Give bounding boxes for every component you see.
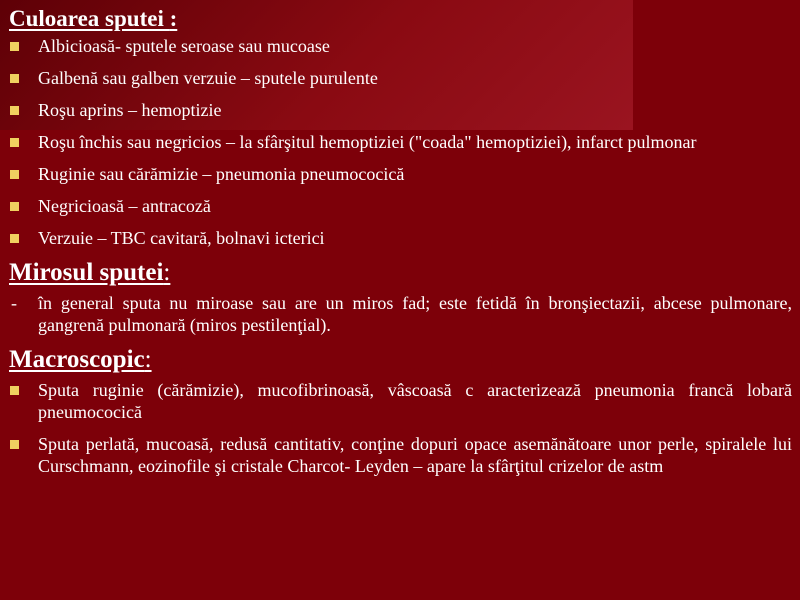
- list-item: [9, 67, 792, 89]
- list-macroscopic: [9, 379, 792, 477]
- list-item: [9, 35, 792, 57]
- dash-bullet: -: [11, 293, 17, 314]
- list-culoarea: [9, 35, 792, 249]
- list-item: [9, 195, 792, 217]
- list-item: [9, 131, 792, 153]
- square-bullet-icon: [10, 386, 19, 395]
- section-heading-mirosul-colon: :: [163, 259, 171, 287]
- square-bullet-icon: [10, 42, 19, 51]
- list-item-text: Albicioasă- sputele seroase sau mucoase: [38, 36, 330, 57]
- slide-content: [9, 6, 792, 487]
- section-heading-macroscopic: [9, 346, 792, 375]
- list-item: [9, 292, 792, 336]
- list-item: [9, 163, 792, 185]
- list-item: [9, 379, 792, 423]
- list-mirosul: [9, 292, 792, 336]
- square-bullet-icon: [10, 106, 19, 115]
- list-item: [9, 433, 792, 477]
- square-bullet-icon: [10, 170, 19, 179]
- list-item-text: Roşu închis sau negricios – la sfârşitul hemoptiziei ("coada" hemoptiziei), infarct pulmonar: [38, 132, 697, 153]
- list-item-text: Verzuie – TBC cavitară, bolnavi icterici: [38, 228, 325, 249]
- section-heading-culoarea-colon: :: [169, 6, 178, 31]
- list-item-text: Galbenă sau galben verzuie – sputele purulente: [38, 68, 378, 89]
- list-item: [9, 227, 792, 249]
- section-heading-macroscopic-text: Macroscopic: [9, 346, 145, 374]
- square-bullet-icon: [10, 202, 19, 211]
- list-item-text: în general sputa nu miroase sau are un miros fad; este fetidă în bronşiectazii, abcese pulmonare, gangrenă pulmonară (miros pestilenţial).: [38, 293, 792, 336]
- list-item-text: Roşu aprins – hemoptizie: [38, 100, 222, 121]
- section-heading-mirosul-text: Mirosul sputei: [9, 259, 164, 287]
- section-heading-culoarea-text: Culoarea sputei: [9, 6, 170, 31]
- list-item-text: Negricioasă – antracoză: [38, 196, 211, 217]
- list-item-text: Sputa ruginie (cărămizie), mucofibrinoasă, vâscoasă c aracterizează pneumonia francă lobară pneumococică: [38, 379, 792, 422]
- list-item-text: Ruginie sau cărămizie – pneumonia pneumococică: [38, 164, 405, 185]
- section-heading-culoarea: [9, 6, 792, 32]
- square-bullet-icon: [10, 138, 19, 147]
- section-heading-macroscopic-colon: :: [144, 346, 152, 374]
- list-item-text: Sputa perlată, mucoasă, redusă cantitativ, conţine dopuri opace asemănătoare unor perle, spiralele lui Curschmann, eozinofile şi cristale Charcot- Leyden – apare la sfârţitul crizelor de astm: [38, 433, 792, 476]
- square-bullet-icon: [10, 440, 19, 449]
- square-bullet-icon: [10, 74, 19, 83]
- square-bullet-icon: [10, 234, 19, 243]
- list-item: [9, 99, 792, 121]
- section-heading-mirosul: [9, 259, 792, 288]
